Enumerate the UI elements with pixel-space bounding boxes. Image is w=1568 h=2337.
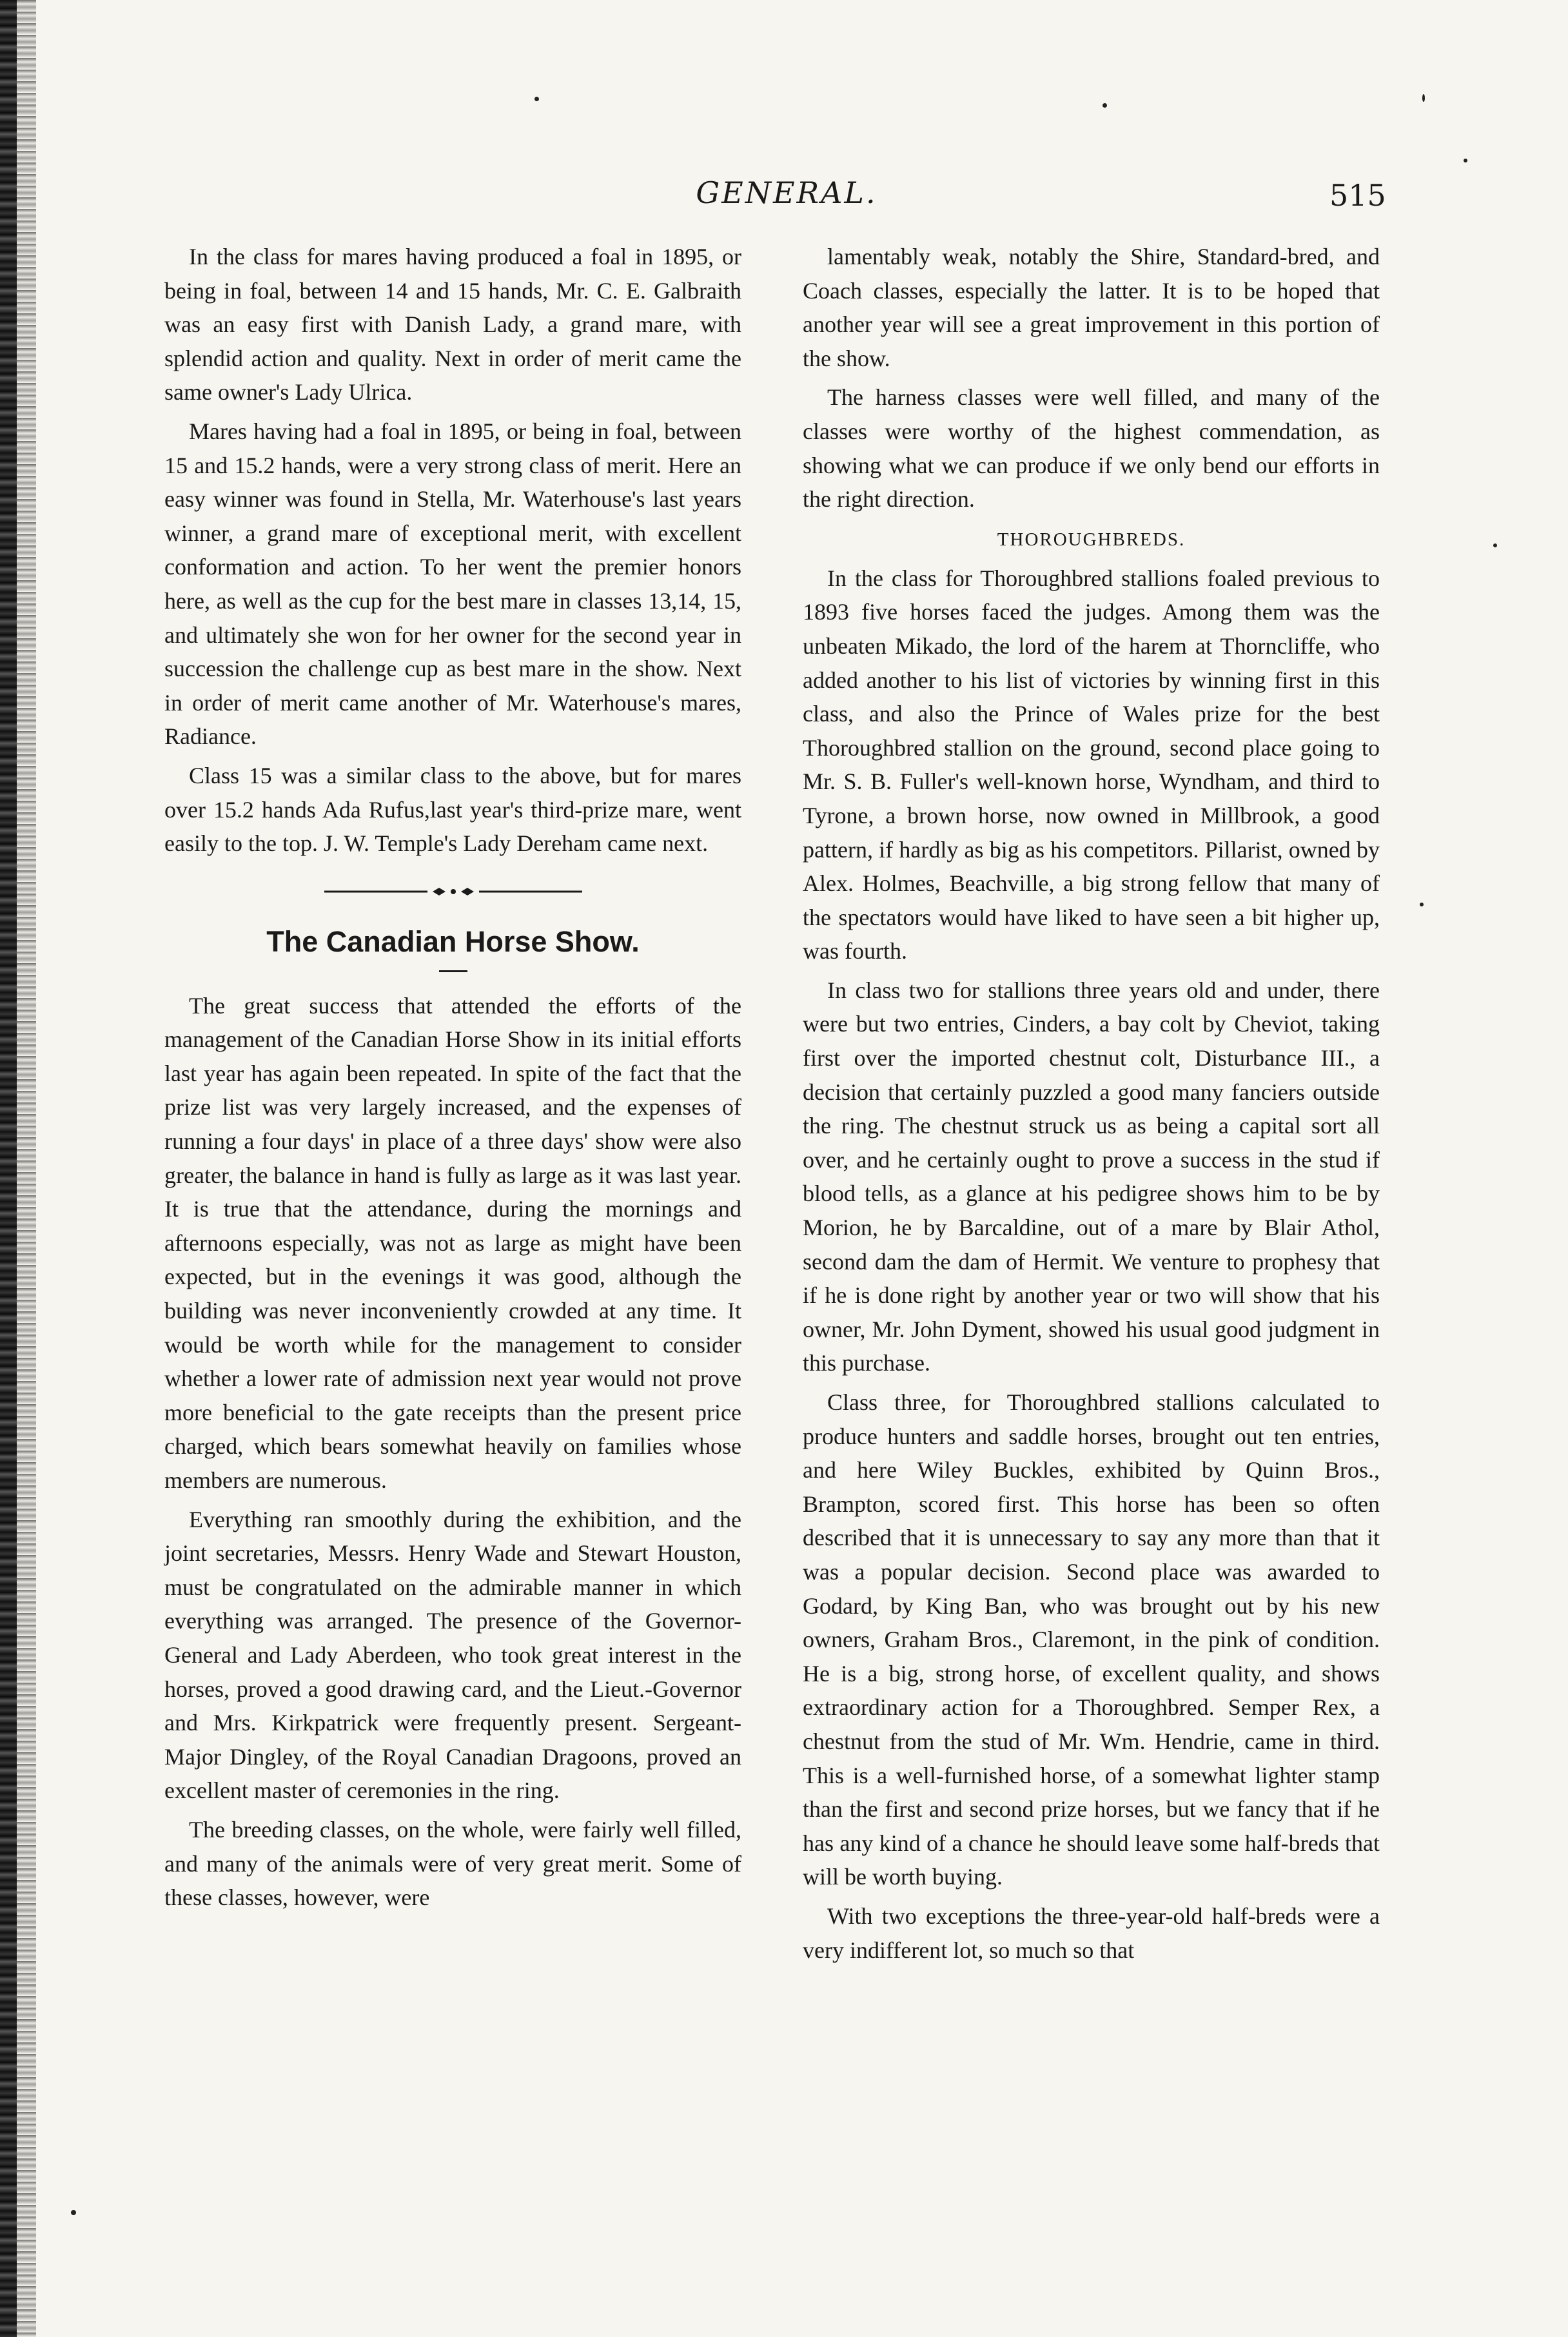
paragraph: In the class for mares having produced a foal in 1895, or being in foal, between 14 and 15 hands, Mr. C. E. Galbraith was an easy first with Danish Lady, a grand mare, with splendid action and quality. Next in order of merit came the same owner's Lady Ulrica. <box>164 244 741 406</box>
paragraph: With two exceptions the three-year-old half-breds were a very indifferent lot, so much so that <box>803 1902 1380 1963</box>
scan-speck <box>1420 903 1424 906</box>
title-rule <box>439 970 467 972</box>
ornamental-divider <box>164 877 741 906</box>
paragraph: Everything ran smoothly during the exhibition, and the joint secretaries, Messrs. Henry Wade and Stewart Houston, must be congratulated on the admirable manner in which everything was arranged. The presence of the Governor-General and Lady Aberdeen, who took great interest in the horses, proved a good drawing card, and the Lieut.-Governor and Mrs. Kirkpatrick were frequently present. Sergeant-Major Dingley, of the Royal Canadian Dragoons, proved an excellent master of ceremonies in the ring. <box>164 1506 741 1804</box>
scan-speck <box>1422 94 1425 102</box>
binding-shadow <box>17 0 36 2337</box>
scan-speck <box>1102 103 1107 108</box>
book-binding-edge <box>0 0 17 2337</box>
paragraph: The harness classes were well filled, and many of the classes were worthy of the highest commendation, as showing what we can produce if we only bend our efforts in the right direction. <box>803 384 1380 513</box>
scan-speck <box>71 2210 76 2215</box>
running-header: GENERAL. <box>696 175 877 210</box>
scan-speck <box>534 97 539 101</box>
right-column <box>803 240 1380 1972</box>
section-heading: THOROUGHBREDS. <box>997 529 1186 550</box>
paragraph: The great success that attended the efforts of the management of the Canadian Horse Show in its initial efforts last year has again been repeated. In spite of the fact that the prize list was very largely increased, and the expenses of running a four days' in place of a three days' show were also greater, the balance in hand is fully as large as it was last year. It is true that the attendance, during the mornings and afternoons especially, was not as large as might have been expected, but in the evenings it was good, although the building was never inconveniently crowded at any time. It would be worth while for the management to consider whether a lower rate of admission next year would not prove more beneficial to the gate receipts than the present price charged, which bears somewhat heavily on families whose members are numerous. <box>164 992 741 1493</box>
paragraph: The breeding classes, on the whole, were fairly well filled, and many of the animals were of very great merit. Some of these classes, however, were <box>164 1816 741 1911</box>
article-title: The Canadian Horse Show. <box>266 924 640 958</box>
paragraph: lamentably weak, notably the Shire, Standard-bred, and Coach classes, especially the latter. It is to be hoped that another year will see a great improvement in this portion of the show. <box>803 244 1380 371</box>
left-column <box>164 240 741 1920</box>
scan-speck <box>1493 543 1497 547</box>
paragraph: Mares having had a foal in 1895, or being in foal, between 15 and 15.2 hands, were a very strong class of merit. Here an easy winner was found in Stella, Mr. Waterhouse's last years winner, a grand mare of exceptional merit, with excellent conformation and action. To her went the premier honors here, as well as the cup for the best mare in classes 13,14, 15, and ultimately she won for her owner for the second year in succession the challenge cup as best mare in the show. Next in order of merit came another of Mr. Waterhouse's mares, Radiance. <box>164 418 741 750</box>
paragraph: In class two for stallions three years old and under, there were but two entries, Cinders, a bay colt by Cheviot, taking first over the imported chestnut colt, Disturbance III., a decision that certainly puzzled a good many fanciers outside the ring. The chestnut struck us as being a capital sort all over, and he certainly ought to prove a success in the stud if blood tells, as a glance at his pedigree shows him to be by Morion, he by Barcaldine, out of a mare by Blair Athol, second dam the dam of Hermit. We venture to prophesy that if he is done right by another year or two will show that his owner, Mr. John Dyment, showed his usual good judgment in this purchase. <box>803 977 1380 1376</box>
paragraph: Class 15 was a similar class to the above, but for mares over 15.2 hands Ada Rufus,last year's third-prize mare, went easily to the top. J. W. Temple's Lady Dereham came next. <box>164 762 741 857</box>
paragraph: Class three, for Thoroughbred stallions calculated to produce hunters and saddle horses, brought out ten entries, and here Wiley Buckles, exhibited by Quinn Bros., Brampton, scored first. This horse has been so often described that it is unnecessary to say any more than that it was a popular decision. Second place was awarded to Godard, by King Ban, who was brought out by his new owners, Graham Bros., Claremont, in the pink of condition. He is a big, strong horse, of excellent quality, and shows extraordinary action for a Thoroughbred. Semper Rex, a chestnut from the stud of Mr. Wm. Hendrie, came in third. This is a well-furnished horse, of a somewhat lighter stamp than the first and second prize horses, but we fancy that if he has any kind of a chance he should leave some half-breds that will be worth buying. <box>803 1389 1380 1890</box>
scan-speck <box>1464 159 1467 162</box>
paragraph: In the class for Thoroughbred stallions foaled previous to 1893 five horses faced the judges. Among them was the unbeaten Mikado, the lord of the harem at Thorncliffe, who added another to his list of victories by winning first in this class, and also the Prince of Wales prize for the best Thoroughbred stallion on the ground, second place going to Mr. S. B. Fuller's well-known horse, Wyndham, and third to Tyrone, a brown horse, now owned in Millbrook, a good pattern, if hardly as big as his competitors. Pillarist, owned by Alex. Holmes, Beachville, a big strong fellow that many of the spectators would have liked to have seen a bit higher up, was fourth. <box>803 565 1380 964</box>
page-number: 515 <box>1329 178 1386 213</box>
